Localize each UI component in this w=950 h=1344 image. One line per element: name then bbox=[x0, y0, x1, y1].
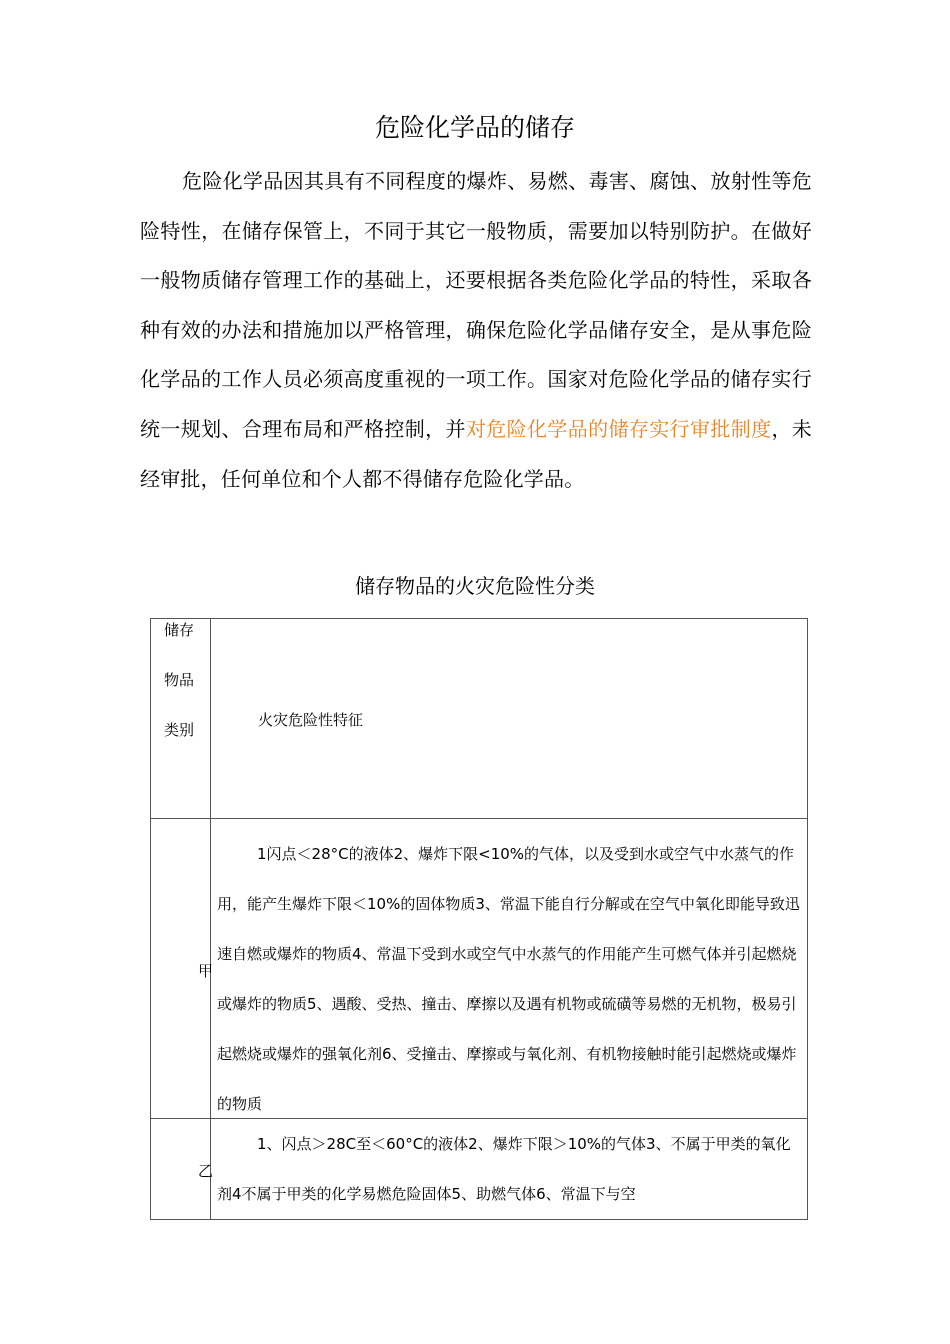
header-feature-cell: 火灾危险性特征 bbox=[258, 711, 364, 729]
feature-cell-yi: 1、闪点＞28C至＜60°C的液体2、爆炸下限＞10%的气体3、不属于甲类的氧化剂4不属于甲类的化学易燃危险固体5、助燃气体6、常温下与空 bbox=[217, 1135, 791, 1203]
table-caption: 储存物品的火灾危险性分类 bbox=[355, 574, 595, 598]
header-row-divider bbox=[151, 818, 807, 819]
class-label-yi: 乙 bbox=[198, 1162, 214, 1180]
feature-cell-jia: 1闪点＜28°C的液体2、爆炸下限<10%的气体，以及受到水或空气中水蒸气的作用，能产生爆炸下限＜10%的固体物质3、常温下能自行分解或在空气中氧化即能导致迅速自燃或爆炸的物质4、常温下受到水或空气中水蒸气的作用能产生可燃气体并引起燃烧或爆炸的物质5、遇酸、受热、撞击、摩擦以及遇有机物或硫磺等易燃的无机物，极易引起燃烧或爆炸的强氧化剂6、受撞击、摩擦或与氧化剂、有机物接触时能引起燃烧或爆炸的物质 bbox=[217, 845, 800, 1113]
paragraph-text: 危险化学品因其具有不同程度的爆炸、易燃、毒害、腐蚀、放射性等危险特性，在储存保管上，不同于其它一般物质，需要加以特别防护。在做好一般物质储存管理工作的基础上，还要根据各类危险化学品的特性，采取各种有效的办法和措施加以严格管理，确保危险化学品储存安全，是从事危险化学品的工作人员必须高度重视的一项工作。国家对危险化学品的储存实行统一规划、合理布局和严格控制，并 bbox=[140, 169, 812, 441]
paragraph-text-end: ，未经审批，任何单位和个人都不得储存危险化学品。 bbox=[140, 416, 813, 491]
intro-paragraph bbox=[140, 157, 812, 504]
class-label-jia: 甲 bbox=[198, 962, 214, 980]
highlighted-phrase: 对危险化学品的储存实行审批制度 bbox=[465, 416, 772, 441]
header-category-cell: 储存物品类别 bbox=[164, 621, 195, 739]
page-title: 危险化学品的储存 bbox=[374, 113, 575, 142]
column-divider bbox=[210, 619, 211, 1219]
